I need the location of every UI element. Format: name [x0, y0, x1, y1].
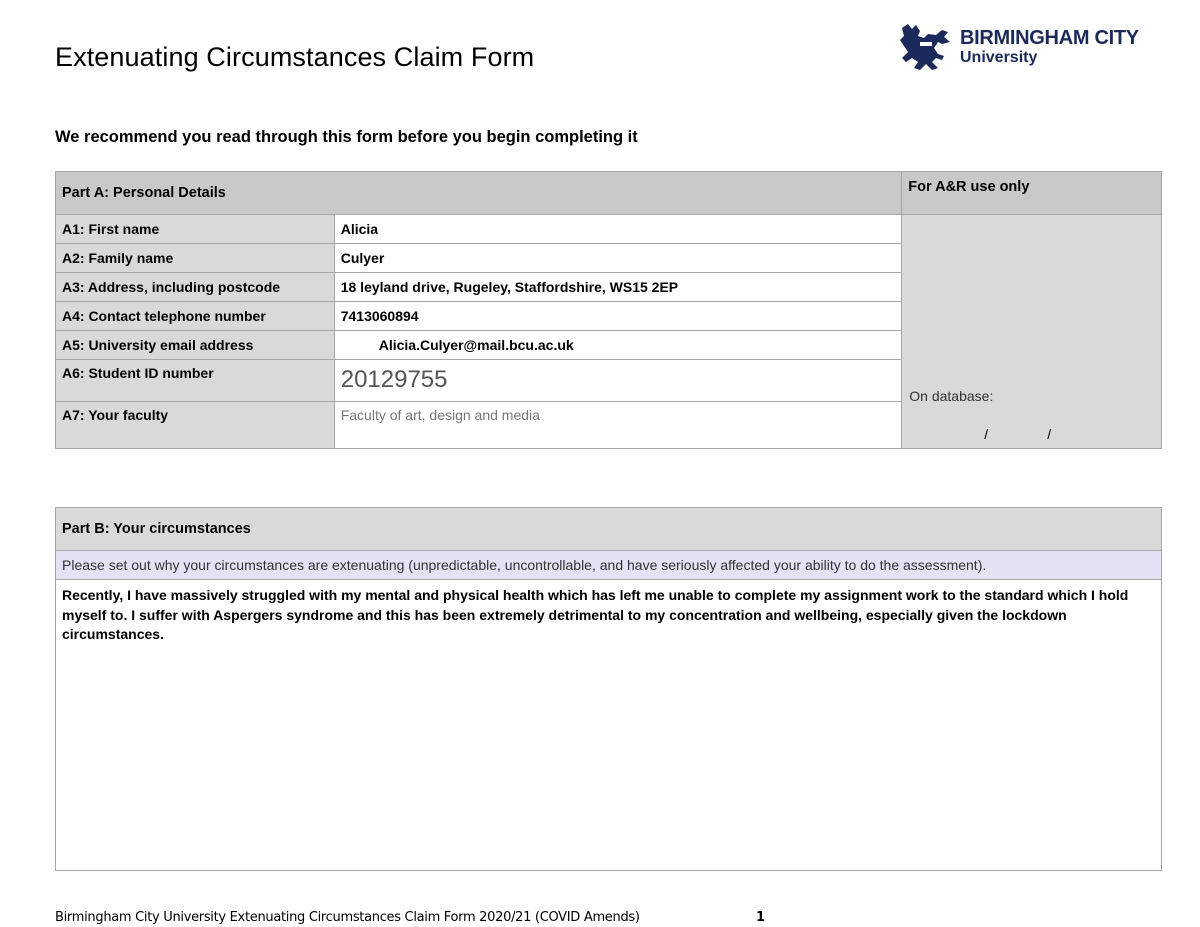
logo-text-secondary: University — [960, 49, 1038, 66]
part-b-instruction: Please set out why your circumstances are extenuating (unpredictable, uncontrollable, and have seriously affected your ability to do the assessment). — [56, 551, 1162, 580]
part-a-table — [55, 171, 1162, 449]
footer-text: Birmingham City University Extenuating Circumstances Claim Form 2020/21 (COVID Amends) — [55, 910, 640, 925]
first-name-field[interactable]: Alicia — [334, 215, 902, 244]
on-database-label: On database: — [909, 388, 994, 404]
ar-use-panel — [902, 215, 1162, 449]
family-name-field[interactable]: Culyer — [334, 244, 902, 273]
family-name-label: A2: Family name — [56, 244, 335, 273]
ar-use-heading: For A&R use only — [902, 172, 1162, 215]
part-b-table — [55, 507, 1162, 871]
first-name-label: A1: First name — [56, 215, 335, 244]
student-id-field[interactable]: 20129755 — [334, 360, 902, 402]
email-field[interactable]: Alicia.Culyer@mail.bcu.ac.uk — [334, 331, 902, 360]
logo-text-primary: BIRMINGHAM CITY — [960, 27, 1139, 49]
part-b-heading: Part B: Your circumstances — [56, 508, 1162, 551]
telephone-label: A4: Contact telephone number — [56, 302, 335, 331]
part-a-heading: Part A: Personal Details — [56, 172, 902, 215]
address-label: A3: Address, including postcode — [56, 273, 335, 302]
circumstances-response-field[interactable]: Recently, I have massively struggled with my mental and physical health which has left me unable to complete my assignment work to the standard which I hold myself to. I suffer with Aspergers syndrome and this has been extremely detrimental to my concentration and wellbeing, especially given the lockdown circumstances. — [56, 580, 1162, 871]
university-logo — [898, 22, 1138, 74]
address-field[interactable]: 18 leyland drive, Rugeley, Staffordshire, WS15 2EP — [334, 273, 902, 302]
intro-text: We recommend you read through this form before you begin completing it — [55, 128, 638, 146]
email-label: A5: University email address — [56, 331, 335, 360]
date-separator: / — [984, 426, 989, 442]
faculty-label: A7: Your faculty — [56, 402, 335, 449]
page-number: 1 — [756, 910, 766, 925]
faculty-field[interactable]: Faculty of art, design and media — [334, 402, 902, 449]
student-id-label: A6: Student ID number — [56, 360, 335, 402]
telephone-field[interactable]: 7413060894 — [334, 302, 902, 331]
lion-crest-icon — [898, 22, 954, 74]
page-title: Extenuating Circumstances Claim Form — [55, 42, 535, 72]
date-separator: / — [1047, 426, 1052, 442]
